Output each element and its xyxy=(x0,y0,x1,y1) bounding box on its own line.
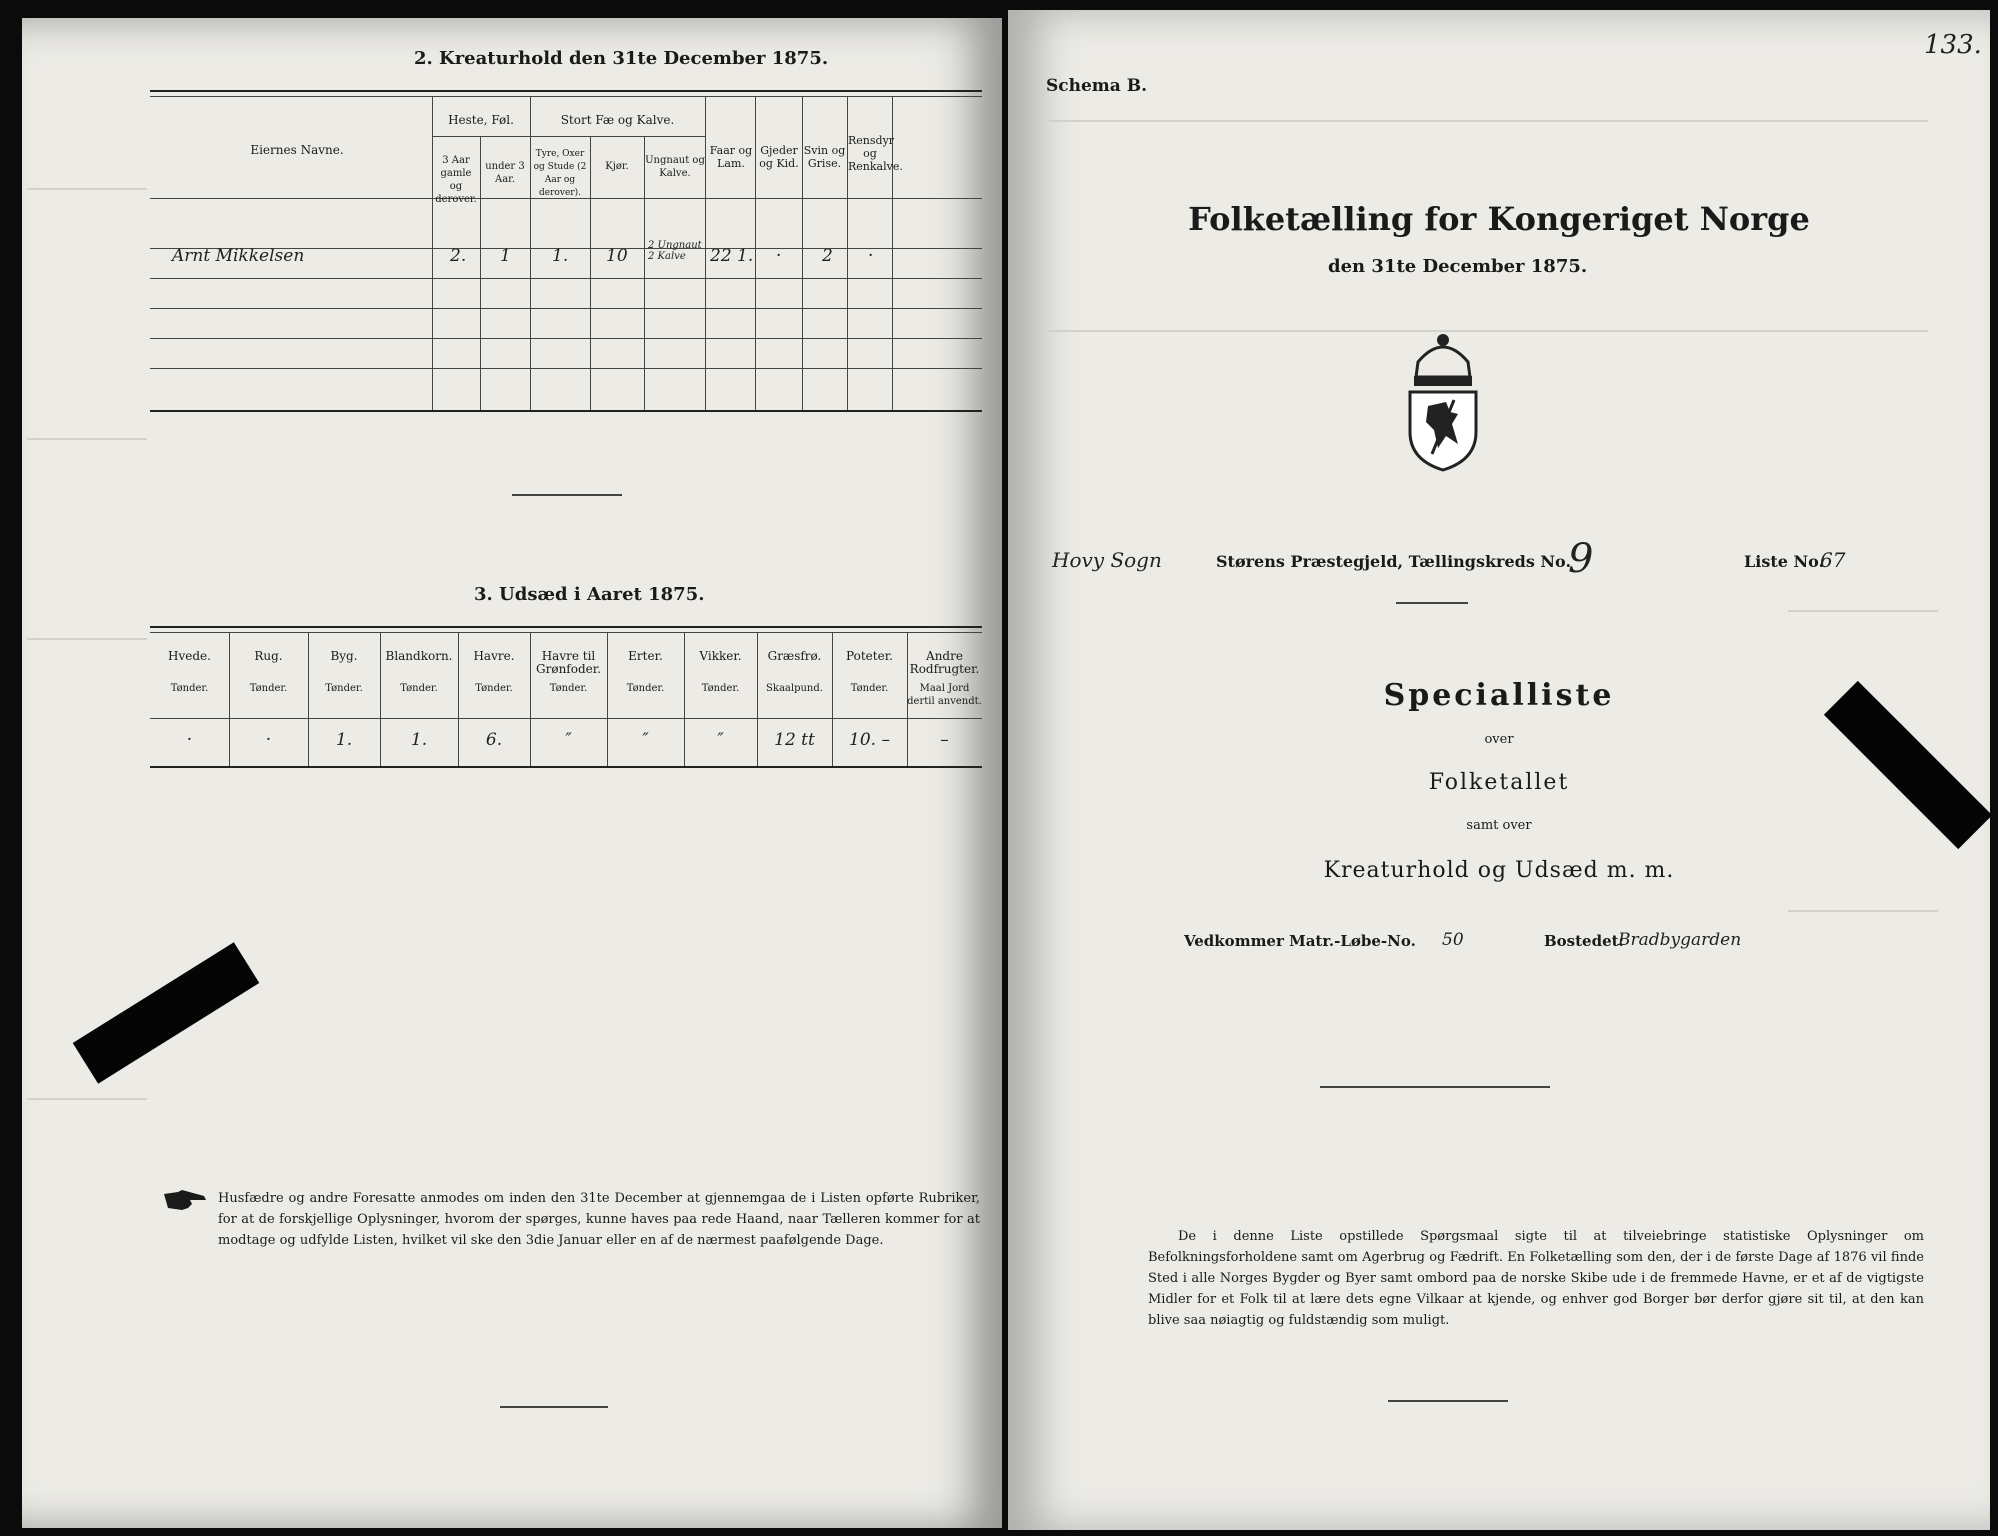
section3-title: 3. Udsæd i Aaret 1875. xyxy=(474,584,705,605)
val-heste-3aar: 2. xyxy=(450,246,467,266)
seed-value-9: 10. – xyxy=(849,730,890,750)
specialliste-title: Specialliste xyxy=(1383,678,1615,713)
samt-over-text: samt over xyxy=(1466,818,1532,833)
col-stort-fae: Stort Fæ og Kalve. xyxy=(560,113,675,127)
seed-value-6: ″ xyxy=(642,730,649,750)
seed-col-2-unit: Tønder. xyxy=(325,683,363,694)
val-rensdyr: · xyxy=(868,246,874,266)
seed-col-6-unit: Tønder. xyxy=(626,683,665,694)
sub-heste-under: under 3 Aar. xyxy=(485,161,525,185)
seed-value-1: · xyxy=(265,730,272,750)
parish-label: Størens Præstegjeld, Tællingskreds No. xyxy=(1216,552,1572,571)
matr-label: Vedkommer Matr.-Løbe-No. xyxy=(1184,932,1416,950)
col-heste-fol: Heste, Føl. xyxy=(448,113,514,127)
sub-ungnaut: Ungnaut og Kalve. xyxy=(645,155,705,179)
seed-col-0-unit: Tønder. xyxy=(170,683,209,694)
bosted-label: Bostedet: xyxy=(1544,932,1625,950)
parish-handwritten: Hovy Sogn xyxy=(1052,548,1162,572)
seed-col-10-label: Andre Rodfrugter. xyxy=(909,649,980,676)
census-date: den 31te December 1875. xyxy=(1328,256,1588,277)
page-tab-left xyxy=(73,942,260,1083)
val-kjor: 10 xyxy=(606,246,628,266)
seed-value-5: ″ xyxy=(565,730,572,750)
folketallet-text: Folketallet xyxy=(1428,770,1570,795)
col-owner: Eiernes Navne. xyxy=(250,143,344,157)
census-title: Folketælling for Kongeriget Norge xyxy=(1188,200,1810,238)
seed-value-8: 12 tt xyxy=(774,730,815,750)
val-gjeder: · xyxy=(776,246,782,266)
seed-col-3-label: Blandkorn. xyxy=(385,649,453,663)
val-faar: 22 1. xyxy=(710,246,754,266)
seed-value-7: ″ xyxy=(717,730,724,750)
section2-title: 2. Kreaturhold den 31te December 1875. xyxy=(414,48,829,69)
page-number: 133. xyxy=(1924,30,1982,60)
seed-value-3: 1. xyxy=(410,730,428,750)
col-faar: Faar og Lam. xyxy=(709,144,753,170)
seed-col-3-unit: Tønder. xyxy=(400,683,438,694)
seed-value-0: · xyxy=(186,730,193,750)
val-heste-under: 1 xyxy=(500,246,511,266)
seed-value-10: – xyxy=(940,730,949,750)
seed-value-4: 6. xyxy=(485,730,503,750)
seed-col-8-label: Græsfrø. xyxy=(767,649,822,663)
kreds-number: 9 xyxy=(1568,536,1594,582)
seed-col-8-unit: Skaalpund. xyxy=(766,683,823,694)
val-ungnaut: 2 Ungnaut 2 Kalve xyxy=(648,240,702,262)
matr-number: 50 xyxy=(1442,930,1464,950)
left-page xyxy=(22,18,1002,1528)
sub-kjor: Kjør. xyxy=(605,161,629,172)
col-rensdyr: Rensdyr og Renkalve. xyxy=(848,134,903,173)
seed-col-9-unit: Tønder. xyxy=(850,683,889,694)
owner-name: Arnt Mikkelsen xyxy=(172,246,305,266)
seed-col-5-label: Havre til Grønfoder. xyxy=(536,649,601,676)
bosted-value: Bradbygarden xyxy=(1618,930,1742,950)
seed-value-2: 1. xyxy=(335,730,353,750)
sub-heste-3aar: 3 Aar gamle og derover. xyxy=(435,155,477,205)
sub-tyre: Tyre, Oxer og Stude (2 Aar og derover). xyxy=(533,149,587,198)
right-page xyxy=(1008,10,1990,1530)
val-svin: 2 xyxy=(822,246,833,266)
pointing-hand-icon xyxy=(162,1188,208,1214)
over-text: over xyxy=(1484,732,1514,747)
liste-label: Liste No. xyxy=(1744,552,1825,571)
seed-col-2-label: Byg. xyxy=(330,649,358,663)
seed-col-4-label: Havre. xyxy=(473,649,515,663)
seed-col-0-label: Hvede. xyxy=(168,649,211,663)
instructions-note: Husfædre og andre Foresatte anmodes om inden den 31te December at gjennemgaa de i Listen opførte Rubriker, for at de forskjellige Oplysninger, hvorom der spørges, kunne haves paa rede Haand, naar Tælleren kommer for at modtage og udfylde Listen, hvilket vil ske den 3die Januar eller en af de nærmest paafølgende Dage. xyxy=(218,1191,980,1248)
seed-col-1-unit: Tønder. xyxy=(249,683,288,694)
seed-col-7-label: Vikker. xyxy=(699,649,742,663)
kreaturhold-text: Kreaturhold og Udsæd m. m. xyxy=(1323,858,1675,883)
seed-col-6-label: Erter. xyxy=(628,649,663,663)
seed-col-5-unit: Tønder. xyxy=(549,683,588,694)
liste-number: 67 xyxy=(1820,548,1846,572)
schema-label: Schema B. xyxy=(1046,76,1148,96)
seed-col-10-unit: Maal Jord dertil anvendt. xyxy=(907,683,982,707)
coat-of-arms-icon xyxy=(1388,322,1498,472)
seed-col-7-unit: Tønder. xyxy=(701,683,740,694)
val-tyre: 1. xyxy=(552,246,569,266)
col-svin: Svin og Grise. xyxy=(803,144,846,170)
info-paragraph: De i denne Liste opstillede Spørgsmaal sigte til at tilveiebringe statistiske Oplysninger om Befolkningsforholdene samt om Agerbrug og Fædrift. En Folketælling som den, der i de første Dage af 1876 vil finde Sted i alle Norges Bygder og Byer samt ombord paa de norske Skibe ude i de fremmede Havne, er et af de vigtigste Midler for et Folk til at lære dets egne Vilkaar at kjende, og enhver god Borger bør derfor gjøre sit til, at den kan blive saa nøiagtig og fuldstændig som muligt. xyxy=(1148,1229,1924,1328)
seed-col-9-label: Poteter. xyxy=(846,649,893,663)
col-gjeder: Gjeder og Kid. xyxy=(759,144,799,170)
seed-col-1-label: Rug. xyxy=(254,649,283,663)
seed-col-4-unit: Tønder. xyxy=(475,683,513,694)
